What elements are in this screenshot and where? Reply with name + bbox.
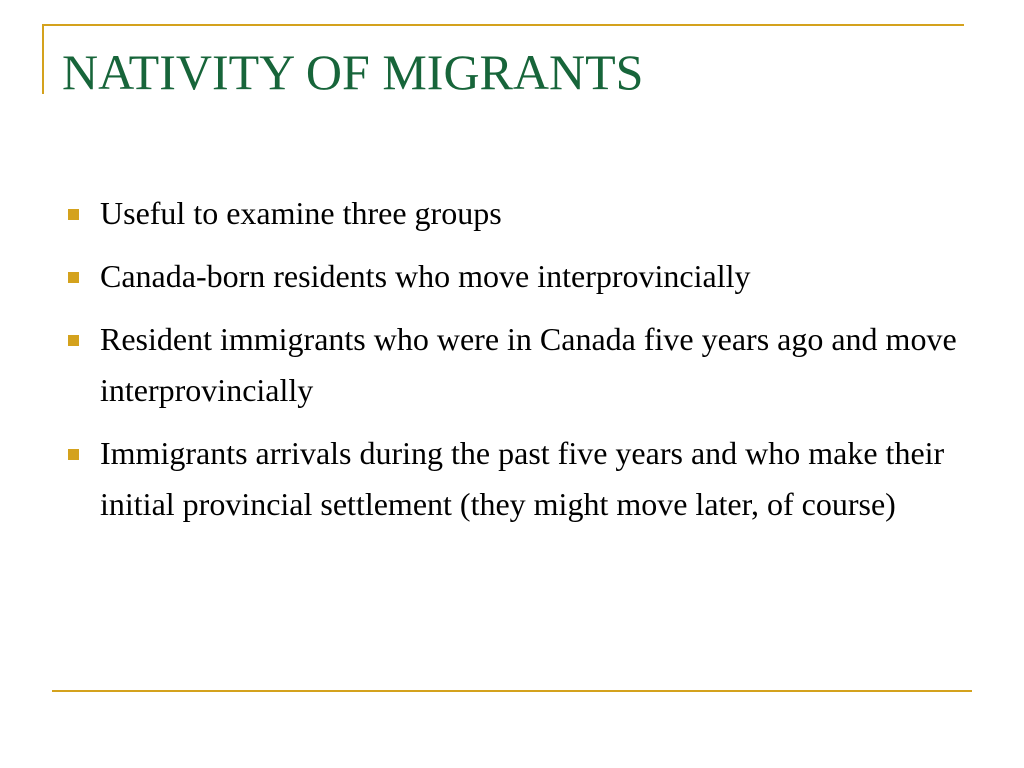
bottom-rule: [52, 690, 972, 692]
bullet-text: Useful to examine three groups: [100, 195, 502, 231]
bullet-text: Resident immigrants who were in Canada five years ago and move interprovincially: [100, 321, 957, 408]
slide-title: NATIVITY OF MIGRANTS: [62, 44, 644, 100]
bullet-item: [60, 251, 960, 302]
left-rule: [42, 24, 44, 94]
square-bullet-icon: [68, 449, 79, 460]
bullet-text: Canada-born residents who move interprovincially: [100, 258, 751, 294]
bullet-item: [60, 314, 960, 416]
bullet-item: [60, 188, 960, 239]
top-rule: [42, 24, 964, 26]
bullet-text: Immigrants arrivals during the past five years and who make their initial provincial settlement (they might move later, of course): [100, 435, 945, 522]
square-bullet-icon: [68, 335, 79, 346]
square-bullet-icon: [68, 272, 79, 283]
bullet-list: [60, 188, 960, 542]
bullet-item: [60, 428, 960, 530]
square-bullet-icon: [68, 209, 79, 220]
